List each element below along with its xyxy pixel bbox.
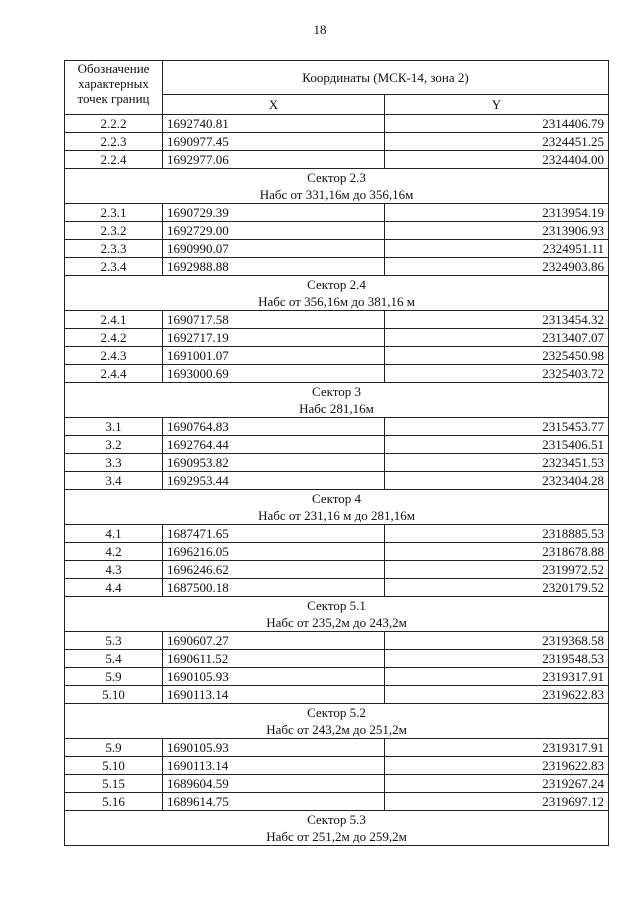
table-row — [65, 632, 609, 650]
x-coordinate-cell: 1687471.65 — [163, 525, 385, 543]
sector-cell — [65, 169, 609, 204]
sector-row — [65, 276, 609, 311]
sector-altitude: Набс от 243,2м до 251,2м — [266, 722, 407, 737]
sector-altitude: Набс от 331,16м до 356,16м — [259, 187, 414, 202]
sector-title: Сектор 5.3 — [307, 812, 366, 827]
x-coordinate-cell: 1696216.05 — [163, 543, 385, 561]
table-row — [65, 650, 609, 668]
table-row — [65, 329, 609, 347]
sector-cell — [65, 383, 609, 418]
y-coordinate-cell: 2319622.83 — [385, 686, 609, 704]
table-row — [65, 775, 609, 793]
x-coordinate-cell: 1692729.00 — [163, 222, 385, 240]
y-coordinate-cell: 2313454.32 — [385, 311, 609, 329]
table-row — [65, 472, 609, 490]
point-id-cell: 2.3.3 — [65, 240, 163, 258]
x-coordinate-cell: 1689614.75 — [163, 793, 385, 811]
table-row — [65, 543, 609, 561]
point-id-cell: 2.3.4 — [65, 258, 163, 276]
y-coordinate-cell: 2319317.91 — [385, 739, 609, 757]
point-id-cell: 2.2.3 — [65, 133, 163, 151]
x-coordinate-cell: 1692740.81 — [163, 115, 385, 133]
y-coordinate-cell: 2323404.28 — [385, 472, 609, 490]
sector-row — [65, 811, 609, 846]
y-coordinate-cell: 2319697.12 — [385, 793, 609, 811]
point-id-cell: 2.4.4 — [65, 365, 163, 383]
point-id-cell: 3.3 — [65, 454, 163, 472]
y-coordinate-cell: 2324903.86 — [385, 258, 609, 276]
sector-altitude: Набс от 251,2м до 259,2м — [266, 829, 407, 844]
x-coordinate-cell: 1692717.19 — [163, 329, 385, 347]
y-coordinate-cell: 2319317.91 — [385, 668, 609, 686]
table-row — [65, 133, 609, 151]
sector-cell — [65, 811, 609, 846]
point-id-cell: 2.2.2 — [65, 115, 163, 133]
point-id-cell: 2.3.2 — [65, 222, 163, 240]
x-coordinate-cell: 1690113.14 — [163, 757, 385, 775]
x-coordinate-cell: 1690113.14 — [163, 686, 385, 704]
sector-altitude: Набс 281,16м — [299, 401, 374, 416]
x-coordinate-cell: 1691001.07 — [163, 347, 385, 365]
y-coordinate-cell: 2325403.72 — [385, 365, 609, 383]
header-row — [65, 61, 609, 95]
x-coordinate-cell: 1690990.07 — [163, 240, 385, 258]
point-id-cell: 5.16 — [65, 793, 163, 811]
x-coordinate-cell: 1693000.69 — [163, 365, 385, 383]
x-coordinate-cell: 1692988.88 — [163, 258, 385, 276]
coordinates-header: Координаты (МСК-14, зона 2) — [163, 61, 609, 95]
x-coordinate-cell: 1690105.93 — [163, 739, 385, 757]
y-coordinate-cell: 2315453.77 — [385, 418, 609, 436]
x-coordinate-cell: 1690729.39 — [163, 204, 385, 222]
table-row — [65, 258, 609, 276]
sector-row — [65, 597, 609, 632]
sector-cell — [65, 597, 609, 632]
sector-title: Сектор 3 — [311, 384, 361, 399]
page-number: 18 — [313, 22, 327, 37]
table-row — [65, 561, 609, 579]
y-coordinate-cell: 2319972.52 — [385, 561, 609, 579]
x-coordinate-cell: 1690977.45 — [163, 133, 385, 151]
y-coordinate-cell: 2315406.51 — [385, 436, 609, 454]
x-coordinate-cell: 1692953.44 — [163, 472, 385, 490]
table-row — [65, 204, 609, 222]
x-coordinate-cell: 1689604.59 — [163, 775, 385, 793]
point-id-cell: 2.2.4 — [65, 151, 163, 169]
x-coordinate-cell: 1692764.44 — [163, 436, 385, 454]
y-coordinate-cell: 2324951.11 — [385, 240, 609, 258]
table-row — [65, 793, 609, 811]
coordinates-table — [64, 60, 609, 846]
table-row — [65, 525, 609, 543]
sector-row — [65, 704, 609, 739]
y-coordinate-cell: 2319622.83 — [385, 757, 609, 775]
x-coordinate-cell: 1692977.06 — [163, 151, 385, 169]
point-id-cell: 5.9 — [65, 739, 163, 757]
sector-altitude: Набс от 235,2м до 243,2м — [266, 615, 407, 630]
y-coordinate-cell: 2319548.53 — [385, 650, 609, 668]
table-row — [65, 739, 609, 757]
y-coordinate-cell: 2319267.24 — [385, 775, 609, 793]
x-coordinate-cell: 1690764.83 — [163, 418, 385, 436]
table-row — [65, 347, 609, 365]
sector-cell — [65, 276, 609, 311]
point-id-cell: 5.10 — [65, 757, 163, 775]
point-id-cell: 2.3.1 — [65, 204, 163, 222]
point-id-cell: 5.15 — [65, 775, 163, 793]
x-column-header: X — [163, 95, 385, 115]
sector-title: Сектор 5.1 — [307, 598, 366, 613]
table-row — [65, 454, 609, 472]
y-column-header: Y — [385, 95, 609, 115]
x-coordinate-cell: 1687500.18 — [163, 579, 385, 597]
point-id-cell: 2.4.3 — [65, 347, 163, 365]
y-coordinate-cell: 2324451.25 — [385, 133, 609, 151]
y-coordinate-cell: 2318885.53 — [385, 525, 609, 543]
table-row — [65, 365, 609, 383]
sector-row — [65, 169, 609, 204]
table-row — [65, 222, 609, 240]
y-coordinate-cell: 2314406.79 — [385, 115, 609, 133]
sector-title: Сектор 2.3 — [307, 170, 366, 185]
table-row — [65, 668, 609, 686]
table-row — [65, 579, 609, 597]
y-coordinate-cell: 2313906.93 — [385, 222, 609, 240]
sector-row — [65, 490, 609, 525]
x-coordinate-cell: 1690611.52 — [163, 650, 385, 668]
x-coordinate-cell: 1690105.93 — [163, 668, 385, 686]
point-id-cell: 5.3 — [65, 632, 163, 650]
x-coordinate-cell: 1690953.82 — [163, 454, 385, 472]
sector-title: Сектор 4 — [311, 491, 361, 506]
sector-title: Сектор 2.4 — [307, 277, 366, 292]
sector-altitude: Набс от 231,16 м до 281,16м — [258, 508, 415, 523]
x-coordinate-cell: 1696246.62 — [163, 561, 385, 579]
point-id-cell: 4.1 — [65, 525, 163, 543]
point-column-header: Обозначение характерных точек границ — [65, 61, 163, 115]
table-row — [65, 757, 609, 775]
y-coordinate-cell: 2323451.53 — [385, 454, 609, 472]
y-coordinate-cell: 2324404.00 — [385, 151, 609, 169]
table-row — [65, 418, 609, 436]
table-row — [65, 436, 609, 454]
point-id-cell: 3.1 — [65, 418, 163, 436]
sector-row — [65, 383, 609, 418]
point-id-cell: 5.9 — [65, 668, 163, 686]
table-row — [65, 151, 609, 169]
x-coordinate-cell: 1690607.27 — [163, 632, 385, 650]
x-coordinate-cell: 1690717.58 — [163, 311, 385, 329]
y-coordinate-cell: 2319368.58 — [385, 632, 609, 650]
y-coordinate-cell: 2325450.98 — [385, 347, 609, 365]
y-coordinate-cell: 2320179.52 — [385, 579, 609, 597]
point-id-cell: 2.4.1 — [65, 311, 163, 329]
sector-cell — [65, 490, 609, 525]
sector-altitude: Набс от 356,16м до 381,16 м — [258, 294, 415, 309]
y-coordinate-cell: 2313407.07 — [385, 329, 609, 347]
point-id-cell: 5.4 — [65, 650, 163, 668]
point-id-cell: 4.2 — [65, 543, 163, 561]
y-coordinate-cell: 2313954.19 — [385, 204, 609, 222]
table-row — [65, 311, 609, 329]
sector-title: Сектор 5.2 — [307, 705, 366, 720]
point-id-cell: 2.4.2 — [65, 329, 163, 347]
table-row — [65, 686, 609, 704]
y-coordinate-cell: 2318678.88 — [385, 543, 609, 561]
table-row — [65, 115, 609, 133]
table-body — [65, 115, 609, 846]
point-id-cell: 5.10 — [65, 686, 163, 704]
point-id-cell: 4.4 — [65, 579, 163, 597]
sector-cell — [65, 704, 609, 739]
point-id-cell: 3.4 — [65, 472, 163, 490]
point-id-cell: 4.3 — [65, 561, 163, 579]
point-id-cell: 3.2 — [65, 436, 163, 454]
table-row — [65, 240, 609, 258]
